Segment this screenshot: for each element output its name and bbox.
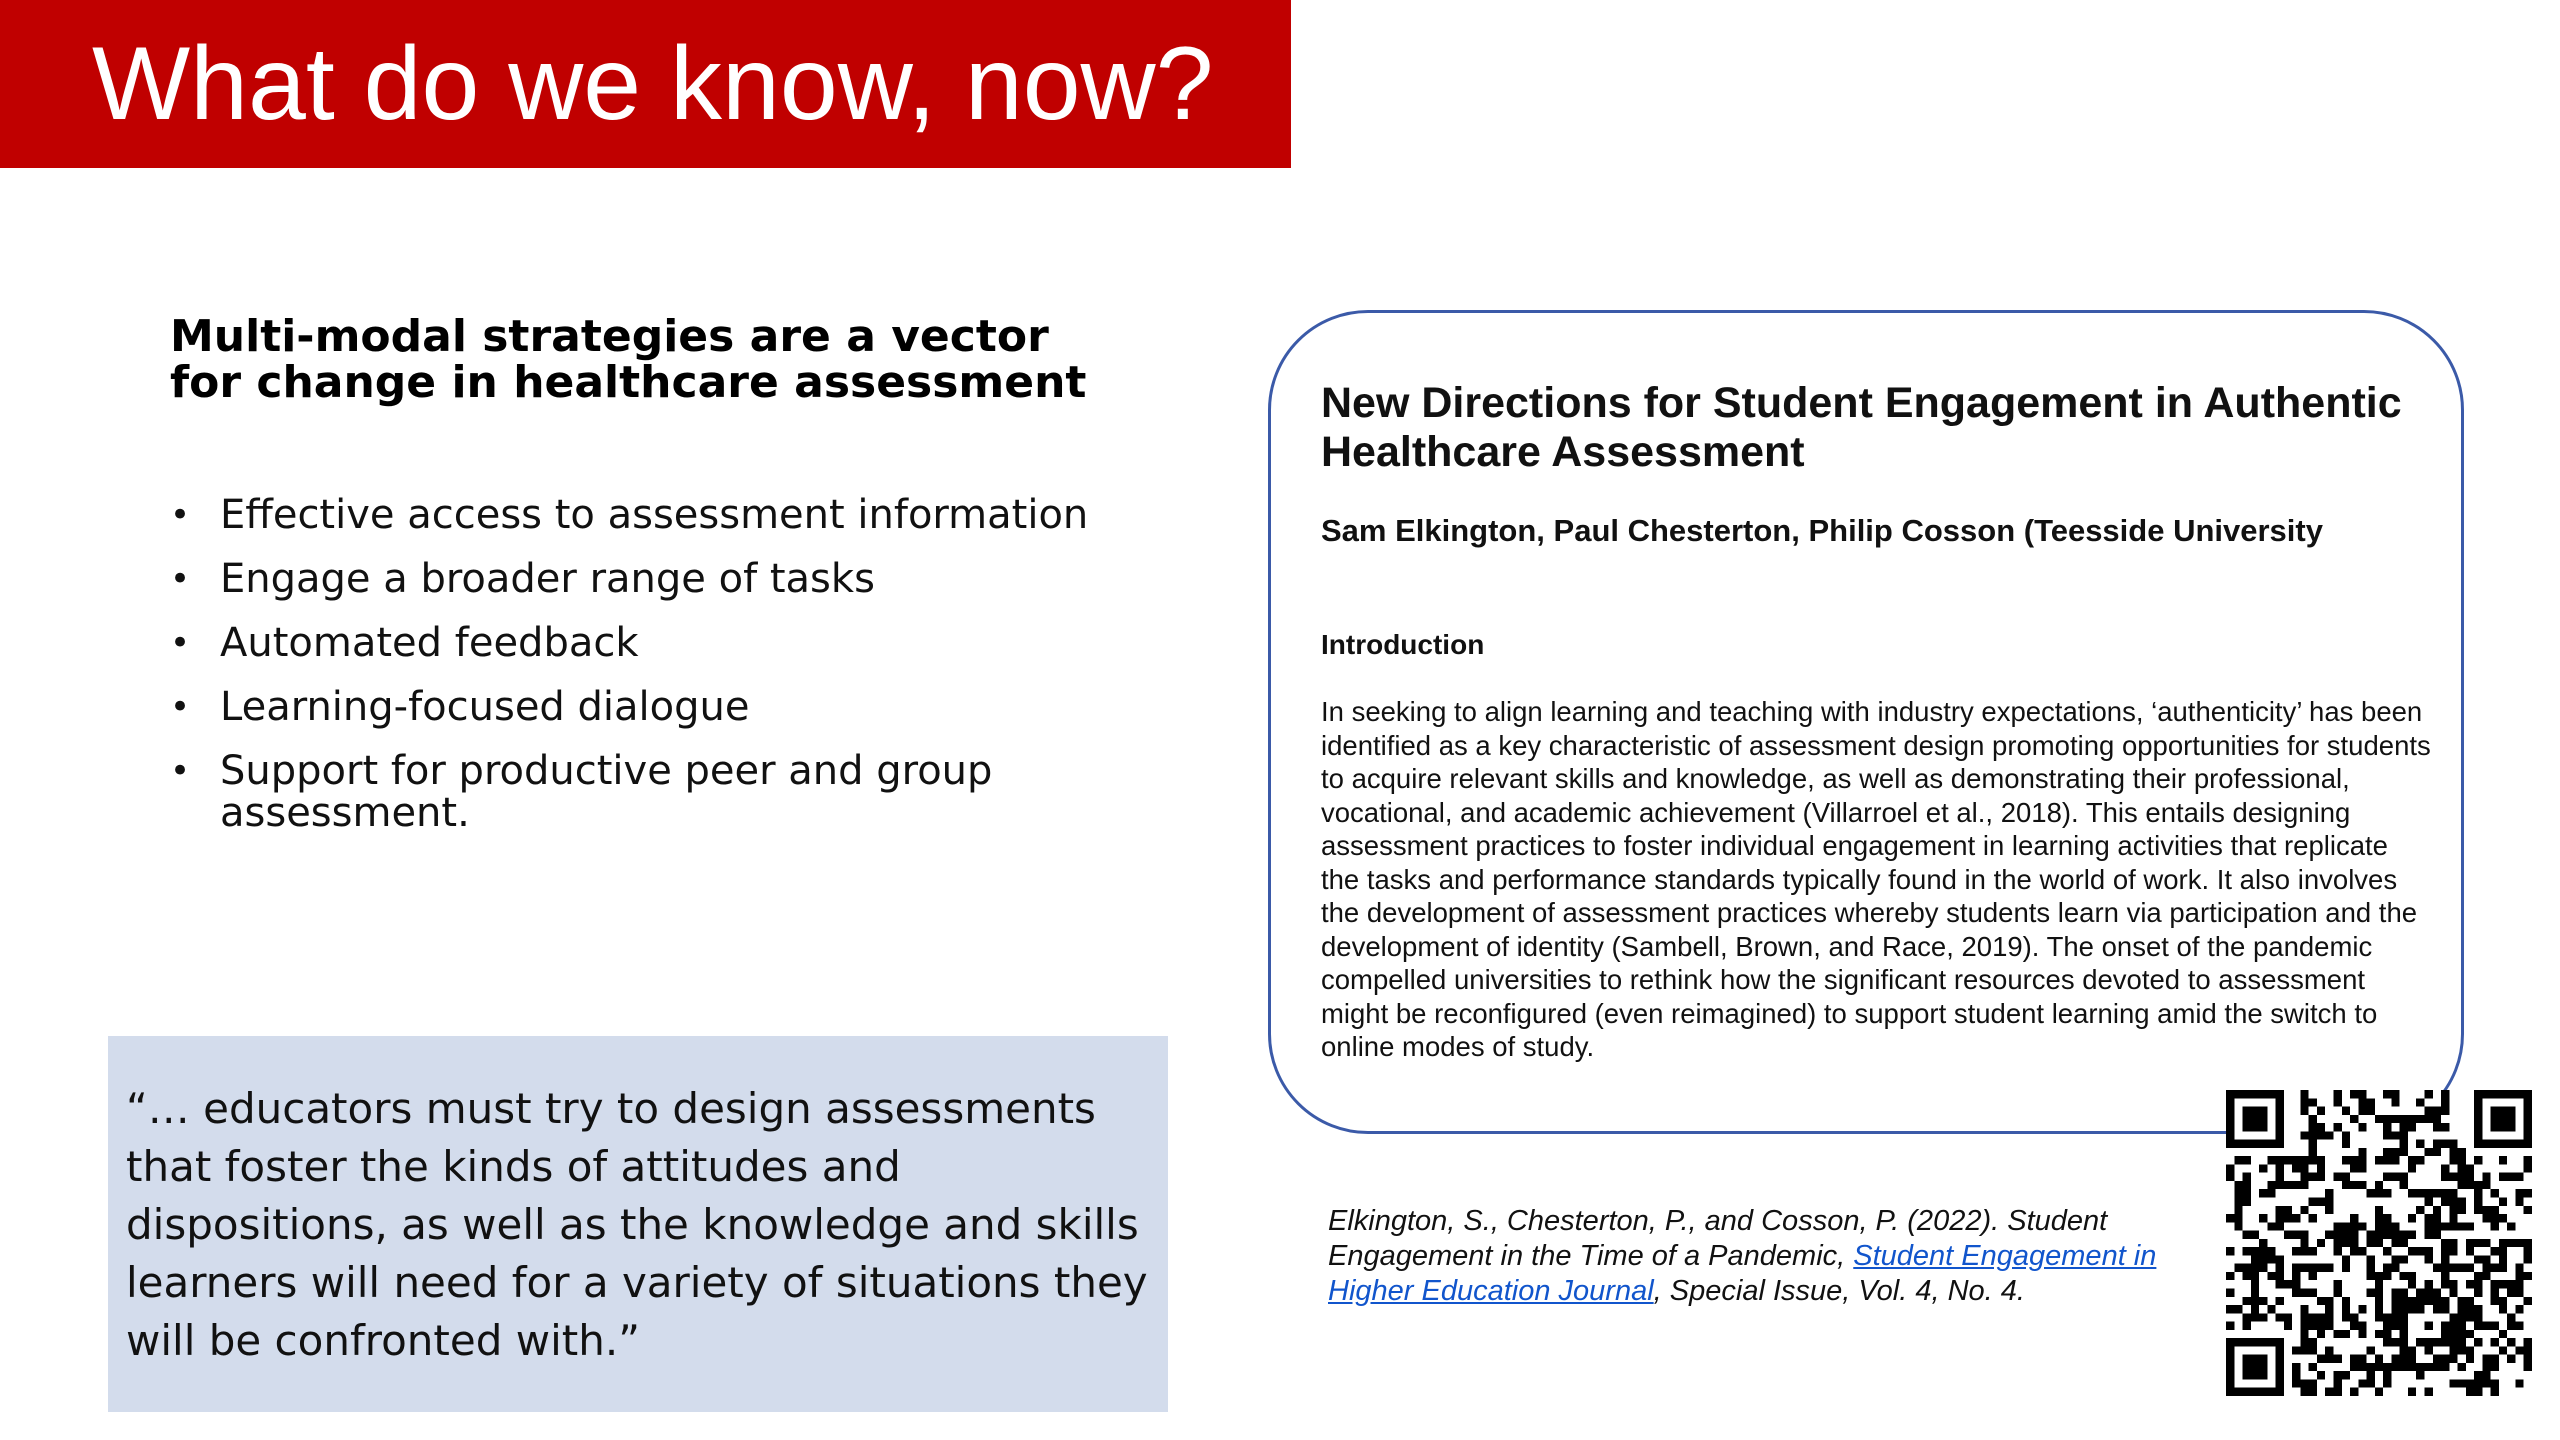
list-item (170, 686, 1120, 728)
paper-title: New Directions for Student Engagement in Authentic Healthcare Assessment (1321, 379, 2402, 476)
list-item (170, 622, 1120, 664)
bullet-text: Support for productive peer and group assessment. (220, 748, 993, 836)
bullet-icon: • (170, 623, 191, 663)
slide-title: What do we know, now? (92, 26, 1214, 142)
citation-text: Elkington, S., Chesterton, P., and Cosson, P. (2022). Student Engagement in the Time of a Pandemic, (1328, 1205, 2108, 1272)
bullet-icon: • (170, 495, 191, 535)
bullet-icon: • (170, 751, 191, 791)
list-item (170, 750, 1120, 834)
bullet-text: Engage a broader range of tasks (220, 556, 875, 602)
journal-link[interactable]: Student Engagement in Higher Education Journal (1328, 1240, 2157, 1307)
bullet-text: Automated feedback (220, 620, 639, 666)
slide-subheading: Multi-modal strategies are a vector for change in healthcare assessment (170, 311, 1087, 408)
bullet-text: Effective access to assessment information (220, 492, 1089, 538)
list-item (170, 558, 1120, 600)
paper-intro-heading: Introduction (1321, 629, 1485, 660)
bullet-text: Learning-focused dialogue (220, 684, 750, 730)
list-item (170, 494, 1120, 536)
bullet-list (170, 494, 1120, 856)
title-bar (0, 0, 1291, 168)
quote-text: “… educators must try to design assessments that foster the kinds of attitudes and dispositions, as well as the knowledge and skills learners will need for a variety of situations they will be confronted with.” (126, 1084, 1148, 1365)
citation-details: , Special Issue, Vol. 4, No. 4. (1653, 1275, 2025, 1307)
paper-intro-body: In seeking to align learning and teaching with industry expectations, ‘authenticity’ has been identified as a key characteristic of assessment design promoting opportunities for students to acquire relevant skills and knowledge, as well as demonstrating their professional, vocational, and academic achievement (Villarroel et al., 2018). This entails designing assessment practices to foster individual engagement in learning activities that replicate the tasks and performance standards typically found in the world of work. It also involves the development of assessment practices whereby students learn via participation and the development of identity (Sambell, Brown, and Race, 2019). The onset of the pandemic compelled universities to rethink how the significant resources devoted to assessment might be reconfigured (even reimagined) to support student learning amid the switch to online modes of study. (1321, 696, 2431, 1062)
bullet-icon: • (170, 559, 191, 599)
quote-box (108, 1036, 1168, 1412)
citation (1328, 1204, 2208, 1309)
qr-code-icon[interactable] (2226, 1090, 2532, 1396)
paper-authors: Sam Elkington, Paul Chesterton, Philip Cosson (Teesside University (1321, 513, 2323, 548)
paper-excerpt-card (1268, 310, 2464, 1134)
bullet-icon: • (170, 687, 191, 727)
